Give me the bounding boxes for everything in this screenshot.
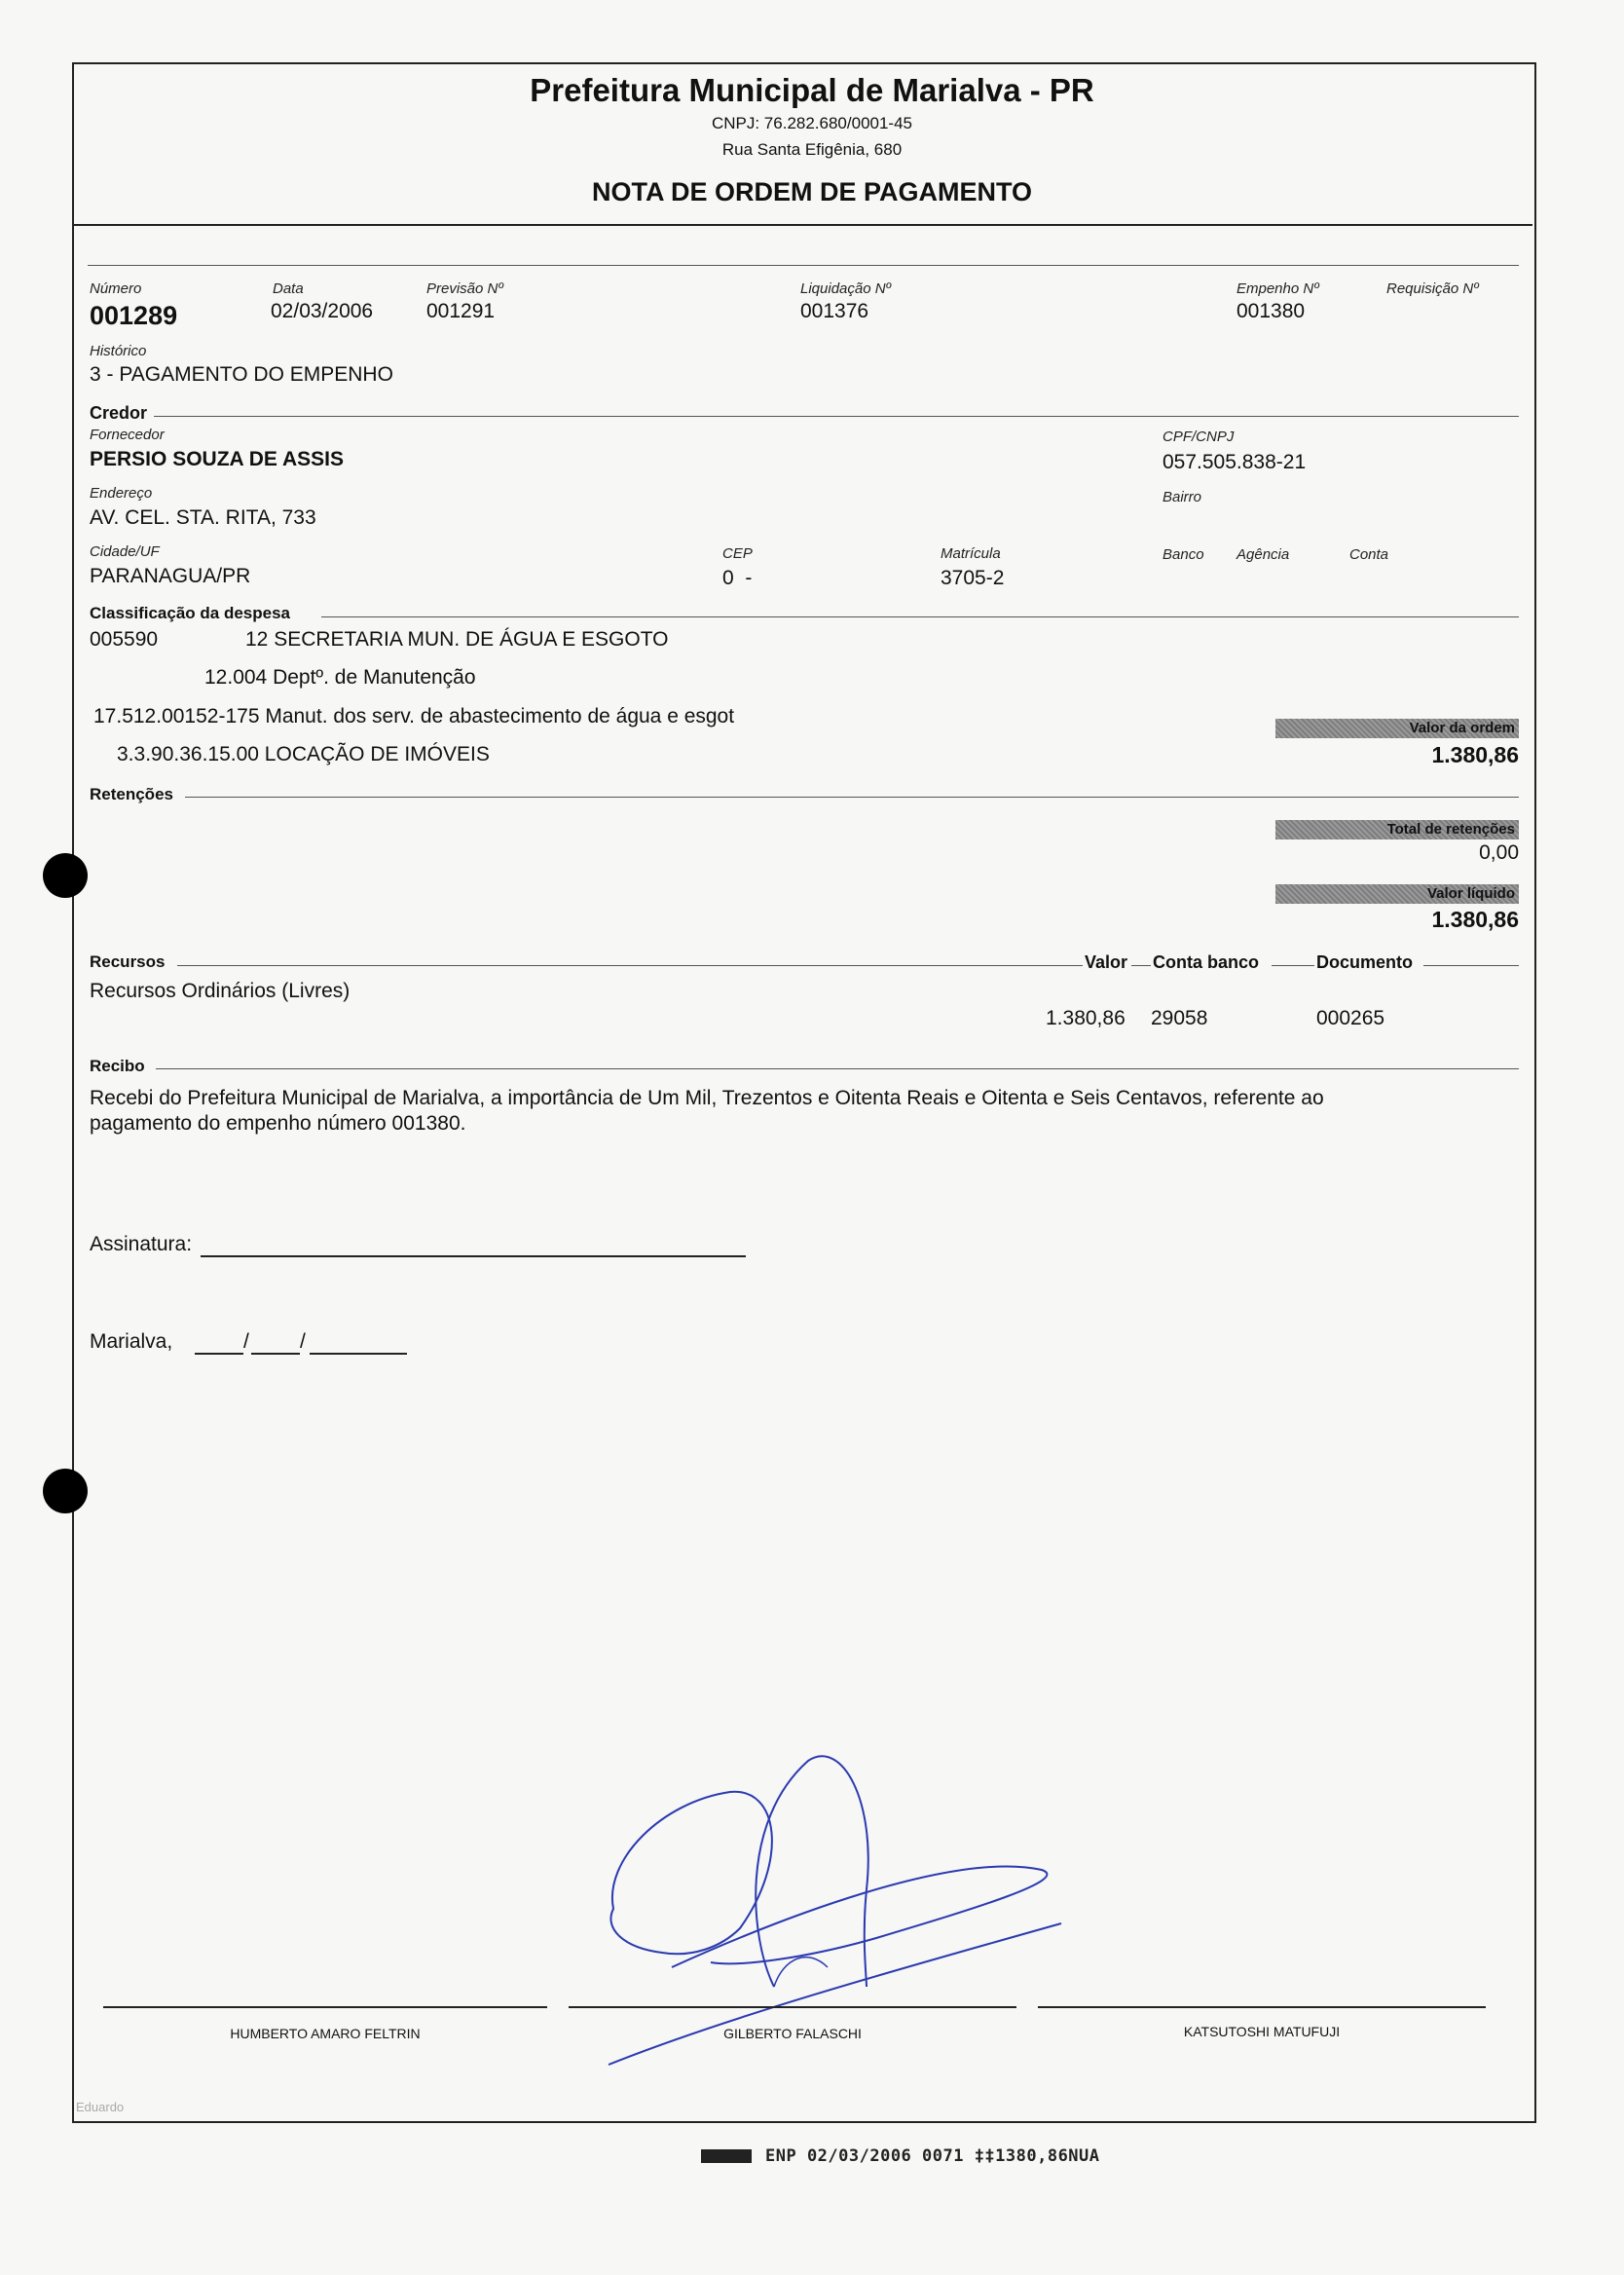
valor-ordem-value: 1.380,86 — [1431, 742, 1519, 767]
divider — [185, 797, 1519, 798]
document-title: NOTA DE ORDEM DE PAGAMENTO — [591, 177, 1032, 206]
cep-label: CEP — [722, 545, 753, 562]
classificacao-code: 005590 — [90, 628, 159, 651]
empenho-value: 001380 — [1236, 300, 1306, 322]
valor-liquido-value: 1.380,86 — [1431, 907, 1519, 932]
signatory-2: GILBERTO FALASCHI — [723, 2026, 862, 2041]
numero-label: Número — [90, 280, 142, 297]
data-label: Data — [273, 280, 304, 297]
entity-name: Prefeitura Municipal de Marialva - PR — [530, 72, 1094, 108]
fornecedor-label: Fornecedor — [90, 427, 165, 443]
corner-note: Eduardo — [76, 2100, 125, 2114]
classificacao-line2: 12.004 Deptº. de Manutenção — [204, 666, 476, 689]
address: Rua Santa Efigênia, 680 — [721, 140, 903, 159]
requisicao-label: Requisição Nº — [1386, 280, 1479, 297]
cnpj: CNPJ: 76.282.680/0001-45 — [711, 114, 913, 132]
divider — [88, 265, 1519, 266]
stamp-logo-icon — [701, 2149, 752, 2163]
recursos-documento: 000265 — [1316, 1007, 1385, 1029]
handwritten-signature — [584, 1743, 1090, 2074]
matricula-label: Matrícula — [941, 545, 1001, 562]
signatory-3: KATSUTOSHI MATUFUJI — [1183, 2024, 1341, 2039]
divider — [154, 416, 1519, 417]
assinatura-line — [201, 1255, 746, 1257]
signature-line-2 — [569, 2006, 1016, 2008]
classificacao-line1: 12 SECRETARIA MUN. DE ÁGUA E ESGOTO — [245, 628, 669, 651]
bairro-label: Bairro — [1163, 489, 1202, 505]
cep-value: 0 - — [722, 567, 753, 589]
recursos-documento-label: Documento — [1316, 952, 1413, 972]
liquidacao-value: 001376 — [800, 300, 869, 322]
date-month-line — [251, 1353, 300, 1355]
classificacao-section: Classificação da despesa — [90, 604, 291, 622]
recibo-text-line1: Recebi do Prefeitura Municipal de Marialva, a importância de Um Mil, Trezentos e Oitenta Reais e Oitenta e Seis Centavos, referente ao — [90, 1087, 1324, 1109]
data-value: 02/03/2006 — [271, 300, 374, 322]
recursos-conta-label: Conta banco — [1153, 952, 1260, 972]
punch-hole — [43, 853, 88, 898]
retencoes-section: Retenções — [90, 785, 173, 803]
previsao-value: 001291 — [426, 300, 496, 322]
total-retencoes-value: 0,00 — [1479, 841, 1519, 864]
recursos-conta: 29058 — [1151, 1007, 1208, 1029]
cpf-label: CPF/CNPJ — [1163, 429, 1235, 445]
divider — [1131, 965, 1151, 966]
conta-label: Conta — [1349, 546, 1389, 563]
divider — [177, 965, 1083, 966]
divider — [1423, 965, 1519, 966]
recursos-valor-label: Valor — [1085, 952, 1128, 972]
historico-value: 3 - PAGAMENTO DO EMPENHO — [90, 363, 393, 386]
signatory-1: HUMBERTO AMARO FELTRIN — [230, 2026, 421, 2041]
date-slash: / — [300, 1330, 306, 1353]
empenho-label: Empenho Nº — [1236, 280, 1319, 297]
divider — [321, 616, 1519, 617]
date-slash: / — [243, 1330, 249, 1353]
endereco-label: Endereço — [90, 485, 153, 502]
valor-ordem-label: Valor da ordem — [1409, 720, 1515, 736]
total-retencoes-label: Total de retenções — [1386, 821, 1515, 838]
recursos-valor: 1.380,86 — [1046, 1007, 1126, 1029]
total-retencoes-label-box — [1275, 820, 1519, 839]
cidade-value: PARANAGUA/PR — [90, 565, 251, 587]
signature-line-1 — [103, 2006, 547, 2008]
assinatura-label: Assinatura: — [90, 1233, 193, 1255]
recibo-text-line2: pagamento do empenho número 001380. — [90, 1112, 466, 1135]
stamp-text: ENP 02/03/2006 0071 ‡‡1380,86NUA — [765, 2146, 1100, 2166]
numero-value: 001289 — [90, 301, 178, 330]
divider — [1272, 965, 1314, 966]
punch-hole — [43, 1469, 88, 1513]
historico-label: Histórico — [90, 343, 147, 359]
matricula-value: 3705-2 — [941, 567, 1005, 589]
local-label: Marialva, — [90, 1330, 173, 1353]
recursos-section: Recursos — [90, 952, 166, 971]
classificacao-line3: 17.512.00152-175 Manut. dos serv. de abastecimento de água e esgot — [93, 705, 735, 727]
cpf-value: 057.505.838-21 — [1163, 451, 1307, 473]
recursos-descricao: Recursos Ordinários (Livres) — [90, 980, 351, 1002]
recibo-section: Recibo — [90, 1057, 145, 1075]
banco-label: Banco — [1163, 546, 1204, 563]
signature-line-3 — [1038, 2006, 1486, 2008]
date-year-line — [310, 1353, 407, 1355]
valor-ordem-label-box — [1275, 719, 1519, 738]
liquidacao-label: Liquidação Nº — [800, 280, 892, 297]
cidade-label: Cidade/UF — [90, 543, 160, 560]
date-day-line — [195, 1353, 243, 1355]
previsao-label: Previsão Nº — [426, 280, 503, 297]
bank-stamp — [701, 2146, 1100, 2166]
agencia-label: Agência — [1236, 546, 1290, 563]
fornecedor-value: PERSIO SOUZA DE ASSIS — [90, 448, 344, 470]
valor-liquido-label-box — [1275, 884, 1519, 904]
endereco-value: AV. CEL. STA. RITA, 733 — [90, 506, 316, 529]
divider — [156, 1068, 1519, 1069]
classificacao-line4: 3.3.90.36.15.00 LOCAÇÃO DE IMÓVEIS — [117, 743, 490, 765]
valor-liquido-label: Valor líquido — [1426, 885, 1515, 902]
credor-section: Credor — [90, 403, 148, 423]
